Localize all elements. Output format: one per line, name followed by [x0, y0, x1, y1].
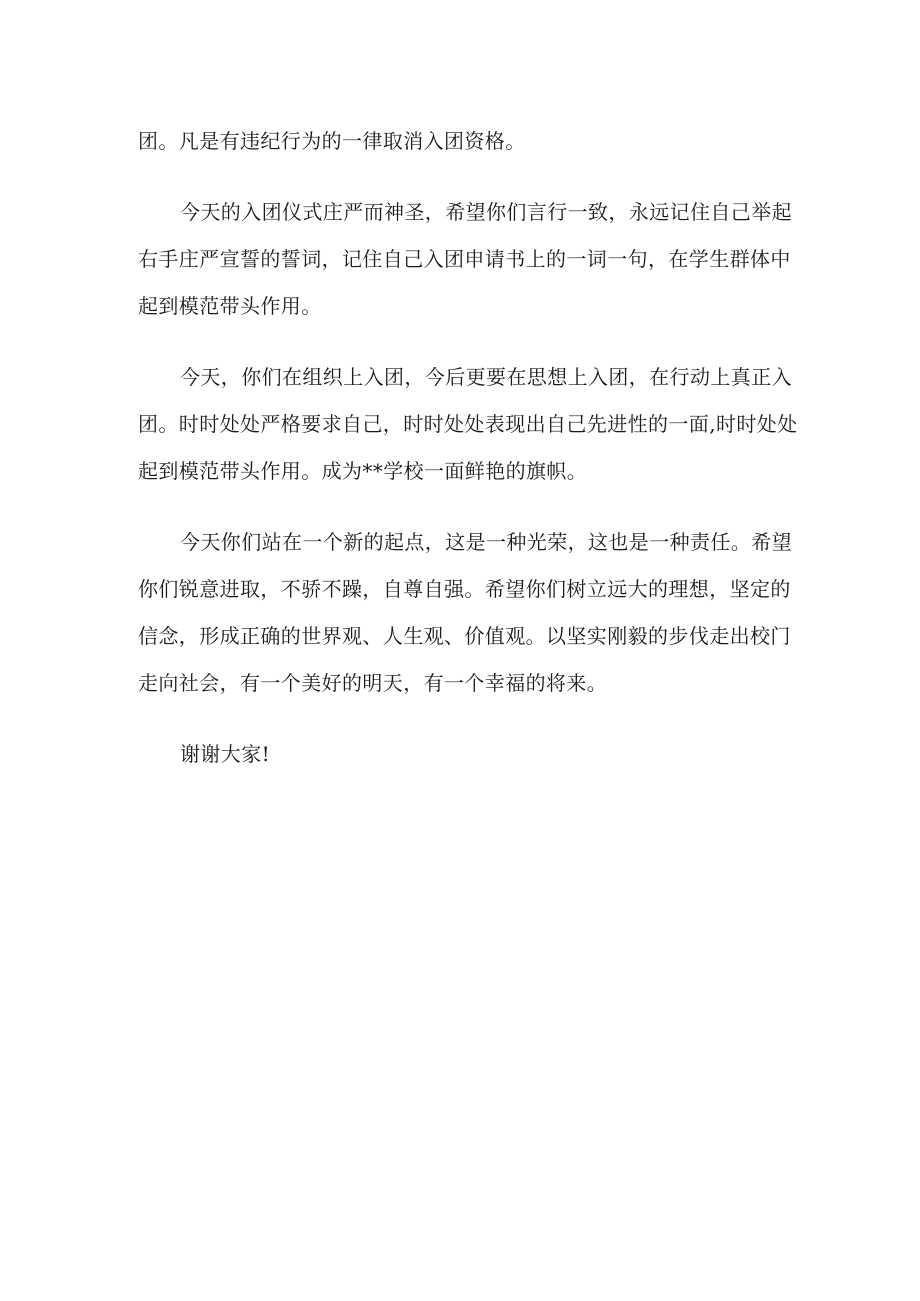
text-line: 起到模范带头作用。	[138, 294, 322, 318]
text-line: 你们锐意进取，不骄不躁，自尊自强。希望你们树立远大的理想，坚定的	[138, 577, 791, 601]
text-line: 今天的入团仪式庄严而神圣，希望你们言行一致，永远记住自己举起	[180, 200, 792, 224]
text-line: 走向社会，有一个美好的明天，有一个幸福的将来。	[138, 671, 608, 695]
paragraph-continuation	[138, 118, 784, 165]
text-line: 今天你们站在一个新的起点，这是一种光荣，这也是一种责任。希望	[180, 530, 792, 554]
text-line: 团。凡是有违纪行为的一律取消入团资格。	[138, 129, 526, 153]
paragraph-ceremony	[138, 189, 792, 330]
document-body	[138, 118, 798, 778]
paragraph-closing	[138, 731, 784, 778]
paragraph-organization	[138, 354, 798, 495]
text-line: 谢谢大家!	[180, 742, 271, 766]
text-line: 右手庄严宣誓的誓词，记住自己入团申请书上的一词一句，在学生群体中	[138, 247, 791, 271]
text-line: 团。时时处处严格要求自己，时时处处表现出自己先进性的一面,时时处处	[138, 412, 798, 436]
text-line: 今天，你们在组织上入团，今后更要在思想上入团，在行动上真正入	[180, 365, 792, 389]
text-line: 起到模范带头作用。成为**学校一面鲜艳的旗帜。	[138, 459, 588, 483]
paragraph-new-start	[138, 519, 792, 707]
text-line: 信念，形成正确的世界观、人生观、价值观。以坚实刚毅的步伐走出校门	[138, 624, 791, 648]
